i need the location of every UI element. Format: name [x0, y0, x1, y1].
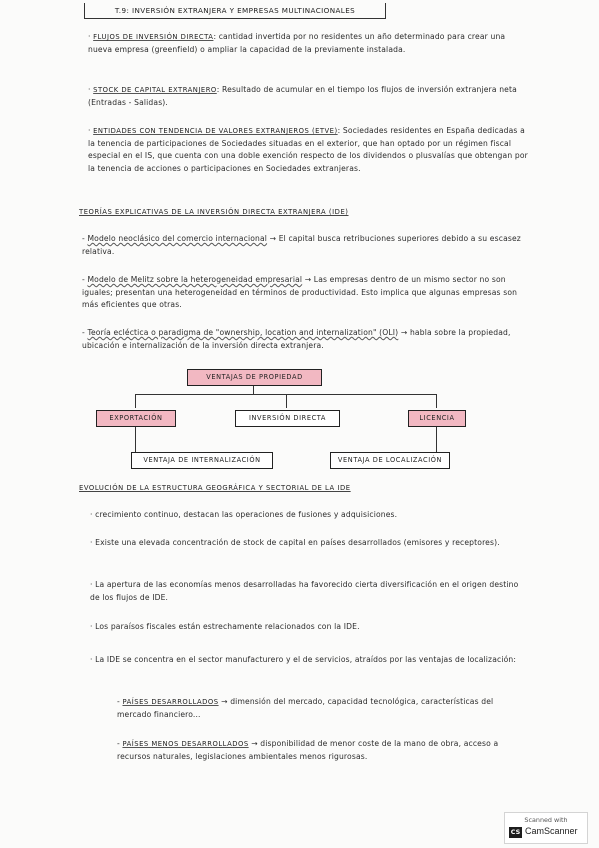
- theory-oli-body: → habla sobre la propiedad, ubicación e internalización de la inversión directa extranjera.: [82, 328, 511, 350]
- localization-less-developed: - PAÍSES MENOS DESARROLLADOS → disponibilidad de menor coste de la mano de obra, acceso a recursos naturales, legislaciones ambientales menos rigurosas.: [117, 739, 499, 761]
- box-inversion-directa: INVERSIÓN DIRECTA: [235, 410, 340, 427]
- evolution-bullet: · Existe una elevada concentración de stock de capital en países desarrollados (emisores y receptores).: [90, 538, 500, 547]
- def-flujos-inversion: · FLUJOS DE INVERSIÓN DIRECTA: cantidad invertida por no residentes un año determinado para crear una nueva empresa (greenfield) o ampliar la capacidad de la previamente instalada.: [88, 32, 506, 54]
- def-etve-body: : Sociedades residentes en España dedicadas a la tenencia de participaciones de Sociedades situadas en el exterior, que han optado por un régimen fiscal especial en el IS, que cuenta con una doble exención respecto de los dividendos o plusvalías que obtengan por la tenencia de acciones o participaciones en Sociedades extranjeras.: [88, 126, 528, 173]
- diagram-connector: [135, 426, 136, 452]
- theory-neoclassic-title: Modelo neoclásico del comercio internacional: [87, 234, 268, 243]
- evolution-heading: EVOLUCIÓN DE LA ESTRUCTURA GEOGRÁFICA Y SECTORIAL DE LA IDE: [79, 484, 351, 492]
- diagram-connector: [436, 394, 437, 408]
- diagram-connector: [135, 394, 136, 408]
- box-exportacion: EXPORTACIÓN: [96, 410, 176, 427]
- def-stock-capital: · STOCK DE CAPITAL EXTRANJERO: Resultado de acumular en el tiempo los flujos de inversión extranjera neta (Entradas - Salidas).: [88, 85, 517, 107]
- evolution-bullet: · crecimiento continuo, destacan las operaciones de fusiones y adquisiciones.: [90, 510, 398, 519]
- camscanner-logo-icon: CS: [510, 828, 521, 836]
- localization-developed-heading: PAÍSES DESARROLLADOS: [122, 698, 219, 706]
- def-etve: · ENTIDADES CON TENDENCIA DE VALORES EXTRANJEROS (ETVE): Sociedades residentes en España dedicadas a la tenencia de participaciones de Sociedades situadas en el exterior, que han optado por un régimen fiscal especial en el IS, que cuenta con una doble exención respecto de los dividendos o plusvalías que obtengan por la tenencia de acciones o participaciones en Sociedades extranjeras.: [88, 126, 528, 173]
- def-stock-heading: STOCK DE CAPITAL EXTRANJERO: [93, 86, 217, 94]
- diagram-connector: [436, 426, 437, 452]
- theory-melitz: - Modelo de Melitz sobre la heterogeneidad empresarial → Las empresas dentro de un mismo sector no son iguales; presentan una heterogeneidad en términos de productividad. Esto implica que algunas empresas son más eficientes que otras.: [82, 275, 518, 309]
- box-licencia: LICENCIA: [408, 410, 466, 427]
- def-flujos-heading: FLUJOS DE INVERSIÓN DIRECTA: [93, 33, 214, 41]
- evolution-bullet: · La apertura de las economías menos desarrolladas ha favorecido cierta diversificación en el origen destino de los flujos de IDE.: [90, 580, 519, 602]
- diagram-connector: [286, 394, 287, 408]
- localization-less-developed-body: → disponibilidad de menor coste de la mano de obra, acceso a recursos naturales, legislaciones ambientales menos rigurosas.: [117, 739, 499, 761]
- def-stock-body: : Resultado de acumular en el tiempo los flujos de inversión extranjera neta (Entradas - Salidas).: [88, 85, 517, 107]
- localization-developed-body: → dimensión del mercado, capacidad tecnológica, características del mercado financiero...: [117, 697, 494, 719]
- box-ventajas-propiedad: VENTAJAS DE PROPIEDAD: [187, 369, 322, 386]
- localization-less-developed-heading: PAÍSES MENOS DESARROLLADOS: [122, 740, 249, 748]
- watermark-brand: CamScanner: [525, 826, 578, 836]
- theories-heading: TEORÍAS EXPLICATIVAS DE LA INVERSIÓN DIRECTA EXTRANJERA (IDE): [79, 208, 349, 216]
- localization-developed: - PAÍSES DESARROLLADOS → dimensión del mercado, capacidad tecnológica, características del mercado financiero...: [117, 697, 494, 719]
- box-ventaja-internalizacion: VENTAJA DE INTERNALIZACIÓN: [131, 452, 273, 469]
- theory-melitz-title: Modelo de Melitz sobre la heterogeneidad empresarial: [87, 275, 303, 284]
- box-ventaja-localizacion: VENTAJA DE LOCALIZACIÓN: [330, 452, 450, 469]
- watermark-caption: Scanned with: [524, 816, 568, 824]
- evolution-bullet: · Los paraísos fiscales están estrechamente relacionados con la IDE.: [90, 622, 360, 631]
- theory-oli-title: Teoría ecléctica o paradigma de "ownership, location and internalization" (OLI): [87, 328, 399, 337]
- theory-neoclassic: - Modelo neoclásico del comercio internacional → El capital busca retribuciones superiores debido a su escasez relativa.: [82, 234, 521, 256]
- def-flujos-body: : cantidad invertida por no residentes un año determinado para crear una nueva empresa (greenfield) o ampliar la capacidad de la previamente instalada.: [88, 32, 506, 54]
- evolution-bullet: · La IDE se concentra en el sector manufacturero y el de servicios, atraídos por las ventajas de localización:: [90, 655, 517, 664]
- def-etve-heading: ENTIDADES CON TENDENCIA DE VALORES EXTRANJEROS (ETVE): [93, 127, 338, 135]
- page-title: T.9: INVERSIÓN EXTRANJERA Y EMPRESAS MULTINACIONALES: [84, 3, 386, 19]
- theory-neoclassic-body: → El capital busca retribuciones superiores debido a su escasez relativa.: [82, 234, 521, 256]
- theory-melitz-body: → Las empresas dentro de un mismo sector no son iguales; presentan una heterogeneidad en términos de productividad. Esto implica que algunas empresas son más eficientes que otras.: [82, 275, 518, 309]
- theory-oli: - Teoría ecléctica o paradigma de "ownership, location and internalization" (OLI) → habla sobre la propiedad, ubicación e internalización de la inversión directa extranjera.: [82, 328, 511, 350]
- camscanner-watermark: [504, 812, 588, 844]
